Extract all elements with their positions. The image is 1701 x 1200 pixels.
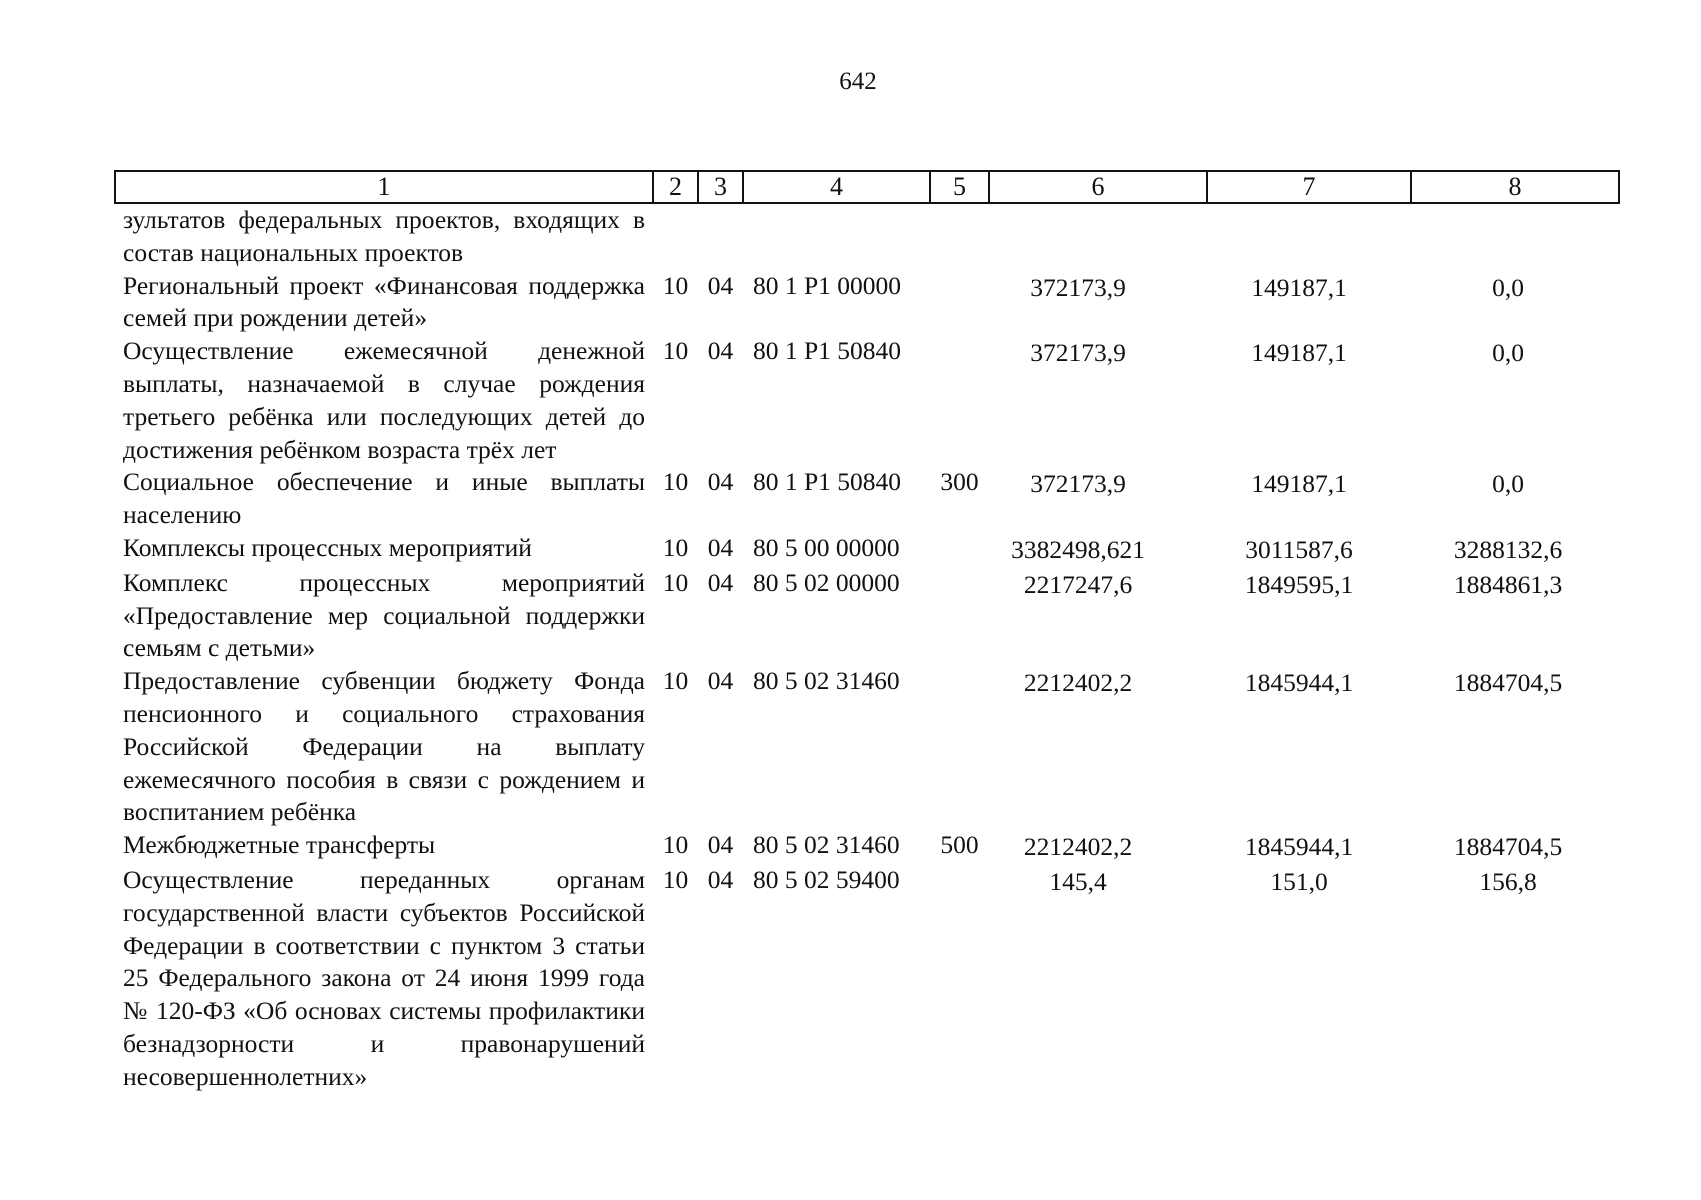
row-value-7: 149187,1 — [1251, 338, 1347, 368]
column-header-3: 3 — [698, 171, 743, 203]
row-name: зультатов федеральных проектов, входящих в состав национальных проектов — [123, 205, 645, 267]
row-value-8: 0,0 — [1492, 338, 1524, 368]
row-name: Предоставление субвенции бюджету Фонда пенсионного и социального страхования Российской Федерации на выплату ежемесячного пособия в связи с рождением и воспитанием ребёнка — [123, 666, 645, 827]
column-header-1: 1 — [115, 171, 653, 203]
row-target-article: 80 5 02 31460 — [753, 830, 900, 860]
table-row — [115, 567, 1619, 665]
row-section: 10 — [662, 864, 689, 894]
row-value-6: 2212402,2 — [1023, 832, 1133, 862]
column-header-7: 7 — [1207, 171, 1411, 203]
row-target-article: 80 1 Р1 50840 — [753, 336, 902, 366]
row-value-6: 372173,9 — [1030, 338, 1126, 368]
row-subsection: 04 — [707, 270, 734, 300]
row-subsection: 04 — [707, 467, 734, 497]
row-value-7: 1849595,1 — [1244, 569, 1354, 599]
row-target-article: 80 1 Р1 50840 — [753, 467, 902, 497]
row-value-7: 1845944,1 — [1244, 832, 1354, 862]
table-row — [115, 665, 1619, 829]
table-row — [115, 532, 1619, 567]
row-value-7: 149187,1 — [1251, 469, 1347, 499]
row-value-6: 2212402,2 — [1023, 668, 1133, 698]
row-value-6: 372173,9 — [1030, 469, 1126, 499]
row-value-8: 1884861,3 — [1453, 569, 1563, 599]
row-expense-type — [930, 270, 989, 336]
row-expense-type — [930, 532, 989, 567]
table-row — [115, 335, 1619, 466]
row-value-6: 2217247,6 — [1023, 569, 1133, 599]
row-subsection: 04 — [707, 567, 734, 597]
row-value-8: 1884704,5 — [1453, 832, 1563, 862]
row-value-6 — [989, 203, 1207, 270]
row-value-7: 3011587,6 — [1245, 534, 1353, 564]
row-value-7: 1845944,1 — [1244, 668, 1354, 698]
row-value-8: 0,0 — [1492, 469, 1524, 499]
row-section: 10 — [662, 270, 689, 300]
row-value-6: 372173,9 — [1030, 272, 1126, 302]
row-name: Осуществление переданных органам государственной власти субъектов Российской Федерации в соответствии с пунктом 3 статьи 25 Федерального закона от 24 июня 1999 года № 120-ФЗ «Об основах системы профилактики безнадзорности и правонарушений несовершеннолетних» — [123, 864, 645, 1091]
row-value-7 — [1207, 203, 1411, 270]
row-name: Региональный проект «Финансовая поддержка семей при рождении детей» — [123, 270, 645, 333]
table-row — [115, 829, 1619, 864]
table-row — [115, 466, 1619, 532]
row-subsection — [698, 203, 743, 270]
row-subsection: 04 — [707, 336, 734, 366]
header-row — [115, 171, 1619, 203]
table-header — [115, 171, 1619, 203]
row-expense-type: 300 — [940, 467, 979, 497]
row-name: Межбюджетные трансферты — [123, 830, 436, 860]
row-value-8: 3288132,6 — [1453, 534, 1563, 564]
row-name: Социальное обеспечение и иные выплаты населению — [123, 467, 645, 530]
row-target-article: 80 5 02 31460 — [753, 666, 900, 696]
row-target-article: 80 5 00 00000 — [753, 532, 900, 562]
row-subsection: 04 — [707, 864, 734, 894]
table-body — [115, 203, 1619, 1094]
column-header-5: 5 — [930, 171, 989, 203]
row-value-6: 3382498,621 — [1011, 534, 1145, 564]
row-target-article: 80 1 Р1 00000 — [753, 270, 902, 300]
page-number: 642 — [839, 68, 877, 95]
row-name: Осуществление ежемесячной денежной выплаты, назначаемой в случае рождения третьего ребёнка или последующих детей до достижения ребёнком возраста трёх лет — [123, 336, 645, 464]
row-value-7: 149187,1 — [1251, 272, 1347, 302]
row-section: 10 — [662, 666, 689, 696]
budget-table — [114, 170, 1620, 1094]
row-section: 10 — [662, 532, 689, 562]
column-header-2: 2 — [653, 171, 698, 203]
column-header-4: 4 — [743, 171, 930, 203]
row-expense-type — [930, 335, 989, 466]
table-row — [115, 270, 1619, 336]
row-section: 10 — [662, 467, 689, 497]
row-expense-type — [930, 864, 989, 1094]
row-section: 10 — [662, 336, 689, 366]
column-header-6: 6 — [989, 171, 1207, 203]
row-expense-type — [930, 567, 989, 665]
row-value-8: 1884704,5 — [1453, 668, 1563, 698]
row-name: Комплекс процессных мероприятий «Предоставление мер социальной поддержки семьям с детьми» — [123, 567, 645, 663]
row-expense-type — [930, 203, 989, 270]
row-subsection: 04 — [707, 666, 734, 696]
row-subsection: 04 — [707, 830, 734, 860]
row-section: 10 — [662, 830, 689, 860]
row-section: 10 — [662, 567, 689, 597]
row-section — [653, 203, 698, 270]
row-expense-type: 500 — [940, 830, 979, 860]
row-value-6: 145,4 — [1049, 866, 1107, 896]
column-header-8: 8 — [1411, 171, 1619, 203]
row-subsection: 04 — [707, 532, 734, 562]
budget-table-container — [114, 170, 1618, 1094]
row-target-article — [743, 203, 930, 270]
row-target-article: 80 5 02 00000 — [753, 567, 900, 597]
row-value-7: 151,0 — [1270, 866, 1328, 896]
row-value-8: 0,0 — [1492, 272, 1524, 302]
table-row — [115, 203, 1619, 270]
table-row — [115, 864, 1619, 1094]
row-value-8 — [1411, 203, 1619, 270]
row-value-8: 156,8 — [1479, 866, 1537, 896]
row-name: Комплексы процессных мероприятий — [123, 532, 532, 562]
row-target-article: 80 5 02 59400 — [753, 864, 900, 894]
row-expense-type — [930, 665, 989, 829]
